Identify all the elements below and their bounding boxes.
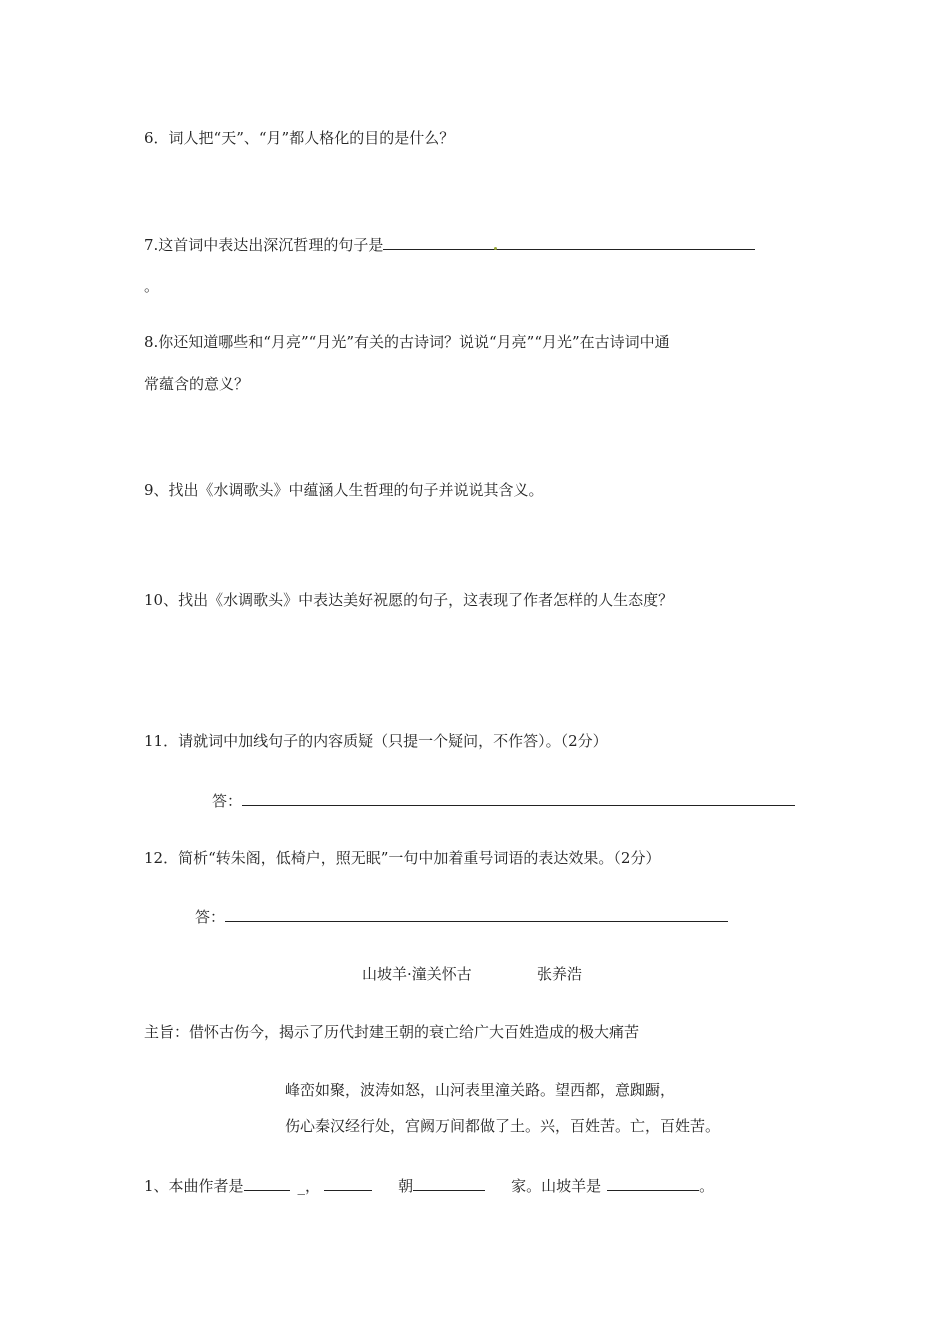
genre-blank[interactable]	[607, 1175, 699, 1191]
poem-author: 张养浩	[537, 965, 583, 983]
green-mark-dot	[494, 247, 497, 250]
question-7-period: 。	[144, 277, 160, 295]
question-7-answer-blank[interactable]	[383, 234, 755, 250]
author-blank[interactable]	[244, 1175, 290, 1191]
poem-theme: 主旨：借怀古伤今，揭示了历代封建王朝的衰亡给广大百姓造成的极大痛苦	[144, 1023, 640, 1041]
end-period: 。	[699, 1177, 715, 1195]
answer-label: 答：	[195, 908, 226, 926]
question-10: 10、找出《水调歌头》中表达美好祝愿的句子，这表现了作者怎样的人生态度？	[144, 591, 674, 609]
question-7	[144, 234, 755, 255]
question-11-answer	[212, 790, 795, 811]
identity-blank[interactable]	[413, 1175, 485, 1191]
question-6: 6．词人把“天”、“月”都人格化的目的是什么？	[144, 129, 455, 147]
dynasty-blank[interactable]	[324, 1175, 372, 1191]
question-8-line-1: 8.你还知道哪些和“月亮”“月光”有关的古诗词？说说“月亮”“月光”在古诗词中通	[144, 333, 670, 351]
jia-label: 家。山坡羊是	[511, 1177, 602, 1195]
question-11-answer-blank[interactable]	[242, 790, 795, 806]
question-12-answer-blank[interactable]	[225, 906, 728, 922]
question-12: 12．简析“转朱阁，低椅户，照无眠”一句中加着重号词语的表达效果。（2分）	[144, 849, 661, 867]
question-12-answer	[195, 906, 728, 927]
poem-title: 山坡羊·潼关怀古	[362, 965, 472, 983]
question-9: 9、找出《水调歌头》中蕴涵人生哲理的句子并说说其含义。	[144, 481, 544, 499]
comma: ，	[305, 1177, 321, 1195]
fill-question-1	[144, 1175, 714, 1196]
answer-label: 答：	[212, 792, 243, 810]
question-7-text: 7.这首词中表达出深沉哲理的句子是	[144, 236, 384, 254]
blank-underscore: _	[297, 1177, 306, 1195]
poem-line-1: 峰峦如聚，波涛如怒，山河表里潼关路。望西都，意踟蹰，	[285, 1081, 676, 1099]
fill-question-prefix: 1、本曲作者是	[144, 1177, 244, 1195]
question-11: 11．请就词中加线句子的内容质疑（只提一个疑问，不作答）。（2分）	[144, 732, 608, 750]
poem-line-2: 伤心秦汉经行处，宫阙万间都做了土。兴，百姓苦。亡，百姓苦。	[285, 1117, 721, 1135]
chao-label: 朝	[398, 1177, 414, 1195]
question-8-line-2: 常蕴含的意义？	[144, 375, 250, 393]
